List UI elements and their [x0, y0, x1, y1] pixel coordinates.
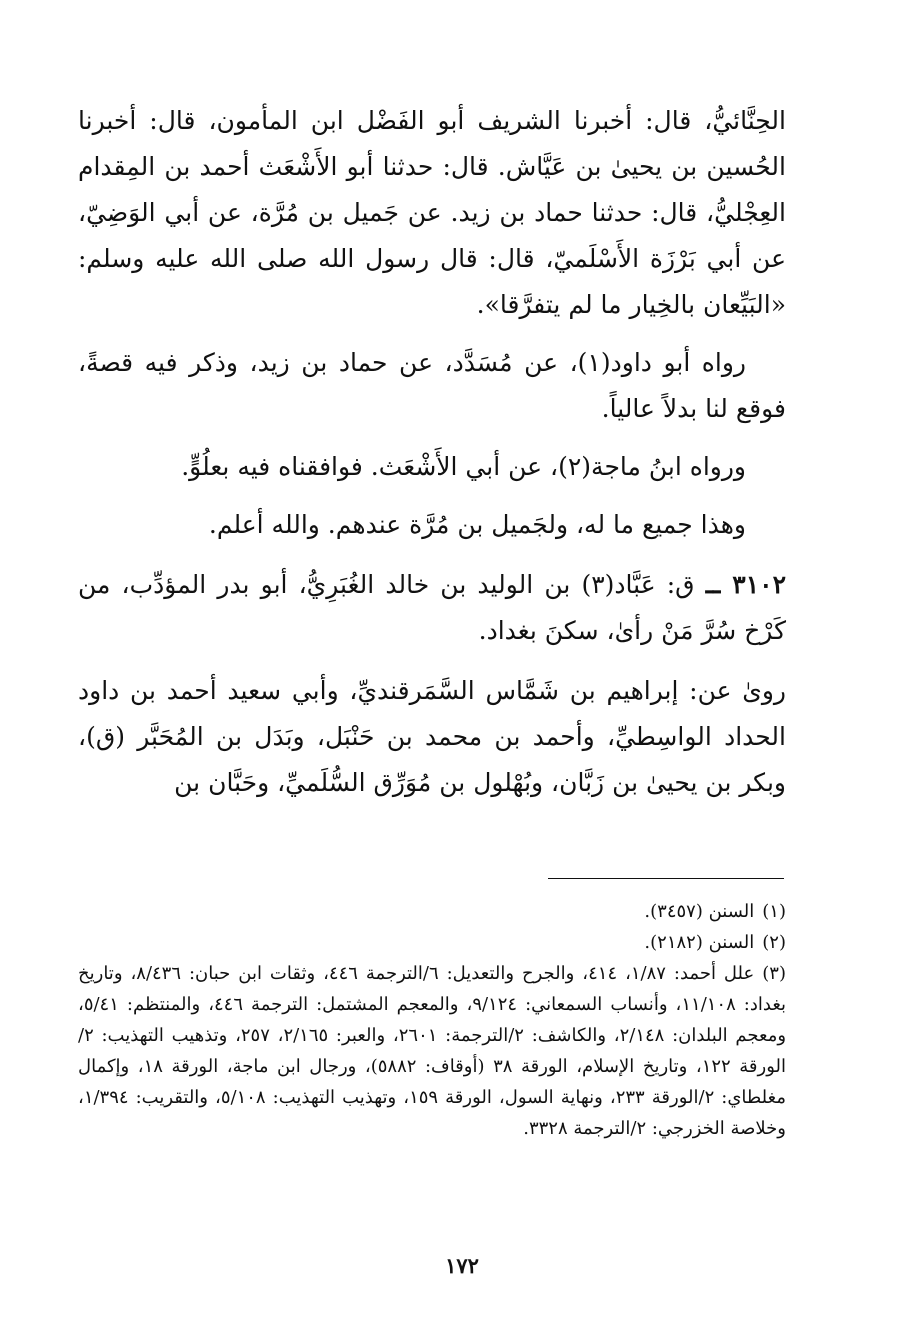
entry-header	[78, 562, 786, 654]
footnote-number: (١)	[762, 901, 786, 922]
footnote-1	[78, 896, 786, 927]
paragraph-summary: وهذا جميع ما له، ولجَميل بن مُرَّة عندهم. والله أعلم.	[208, 510, 746, 539]
page-number: ١٧٢	[445, 1253, 479, 1278]
footnote-text: السنن (٣٤٥٧).	[644, 901, 755, 922]
footnote-number: (٣)	[762, 963, 786, 984]
footnote-text: السنن (٢١٨٢).	[644, 932, 755, 953]
paragraph-isnad: الحِنَّائيُّ، قال: أخبرنا الشريف أبو الفَضْل ابن المأمون، قال: أخبرنا الحُسين بن يحيىٰ بن عَيَّاش. قال: حدثنا أبو الأَشْعَث أحمد بن المِقدام العِجْليُّ، قال: حدثنا حماد بن زيد. عن جَميل بن مُرَّة، عن أبي الوَضِيّ، عن أبي بَرْزَة الأَسْلَميّ، قال: قال رسول الله صلى الله عليه وسلم: «البَيِّعان بالخِيار ما لم يتفرَّقا».	[78, 106, 786, 319]
footnote-separator	[548, 878, 784, 879]
entry-number: ٣١٠٢ ــ	[705, 570, 786, 599]
footnote-number: (٢)	[762, 932, 786, 953]
footnote-2	[78, 927, 786, 958]
paragraph-rawa: روىٰ عن: إبراهيم بن شَمَّاس السَّمَرقنديِّ، وأبي سعيد أحمد بن داود الحداد الواسِطيِّ، وأحمد بن محمد بن حَنْبَل، وبَدَل بن المُحَبَّر (ق)، وبكر بن يحيىٰ بن زَبَّان، وبُهْلول بن مُوَرِّق السُّلَميِّ، وحَبَّان بن	[78, 676, 786, 797]
footnotes	[78, 896, 786, 1144]
main-text	[78, 98, 786, 816]
footnote-text: علل أحمد: ١/٨٧، ٤١٤، والجرح والتعديل: ٦/الترجمة ٤٤٦، وثقات ابن حبان: ٨/٤٣٦، وتاريخ بغداد: ١١/١٠٨، وأنساب السمعاني: ٩/١٢٤، والمعجم المشتمل: الترجمة ٤٤٦، والمنتظم: ٥/٤١، ومعجم البلدان: ٢/١٤٨، والكاشف: ٢/الترجمة: ٢٦٠١، والعبر: ٢/١٦٥، ٢٥٧، وتذهيب التهذيب: ٢/الورقة ١٢٢، وتاريخ الإسلام، الورقة ٣٨ (أوقاف: ٥٨٨٢)، ورجال ابن ماجة، الورقة ١٨، وإكمال مغلطاي: ٢/الورقة ٢٣٣، ونهاية السول، الورقة ١٥٩، وتهذيب التهذيب: ٥/١٠٨، والتقريب: ١/٣٩٤، وخلاصة الخزرجي: ٢/الترجمة ٣٣٢٨.	[78, 963, 787, 1139]
paragraph-ibn-majah: ورواه ابنُ ماجة(٢)، عن أبي الأَشْعَث. فوافقناه فيه بعلُوٍّ.	[181, 452, 746, 481]
entry-text: ق: عَبَّاد(٣) بن الوليد بن خالد الغُبَرِيُّ، أبو بدر المؤدِّب، من كَرْخ سُرَّ مَنْ رأىٰ، سكنَ بغداد.	[78, 570, 786, 645]
footnote-3	[78, 958, 786, 1144]
paragraph-abu-dawud: رواه أبو داود(١)، عن مُسَدَّد، عن حماد بن زيد، وذكر فيه قصةً، فوقع لنا بدلاً عالياً.	[78, 348, 786, 423]
